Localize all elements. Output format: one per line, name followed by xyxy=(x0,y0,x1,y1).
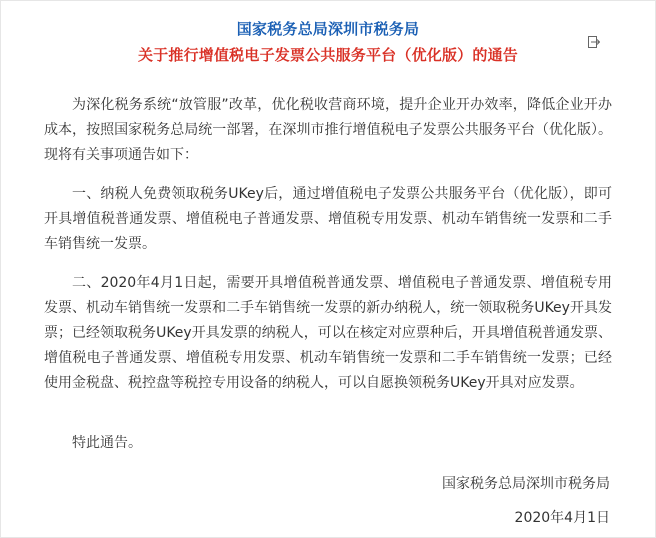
intro-paragraph: 为深化税务系统“放管服”改革，优化税收营商环境，提升企业开办效率，降低企业开办成本，按照国家税务总局统一部署，在深圳市推行增值税电子发票公共服务平台（优化版）。现将有关事项通告如下： xyxy=(44,97,612,163)
closing-paragraph: 特此通告。 xyxy=(72,435,142,451)
notice-title: 关于推行增值税电子发票公共服务平台（优化版）的通告 xyxy=(137,46,518,64)
item-two-paragraph: 二、2020年4月1日起，需要开具增值税普通发票、增值税电子普通发票、增值税专用发票、机动车销售统一发票和二手车销售统一发票的新办纳税人，统一领取税务UKey开具发票；已经领取税务UKey开具发票的纳税人，可以在核定对应票种后，开具增值税普通发票、增值税电子普通发票、增值税专用发票、机动车销售统一发票和二手车销售统一发票；已经使用金税盘、税控盘等税控专用设备的纳税人，可以自愿换领税务UKey开具对应发票。 xyxy=(44,275,612,391)
exit-icon-graphic xyxy=(588,36,600,48)
issuer-heading: 国家税务总局深圳市税务局 xyxy=(236,20,420,38)
item-one-paragraph: 一、纳税人免费领取税务UKey后，通过增值税电子发票公共服务平台（优化版），即可开具增值税普通发票、增值税电子普通发票、增值税专用发票、机动车销售统一发票和二手车销售统一发票。 xyxy=(44,186,612,252)
signature-date: 2020年4月1日 xyxy=(514,510,610,526)
signature-organization: 国家税务总局深圳市税务局 xyxy=(442,476,610,492)
exit-icon[interactable] xyxy=(588,33,600,45)
